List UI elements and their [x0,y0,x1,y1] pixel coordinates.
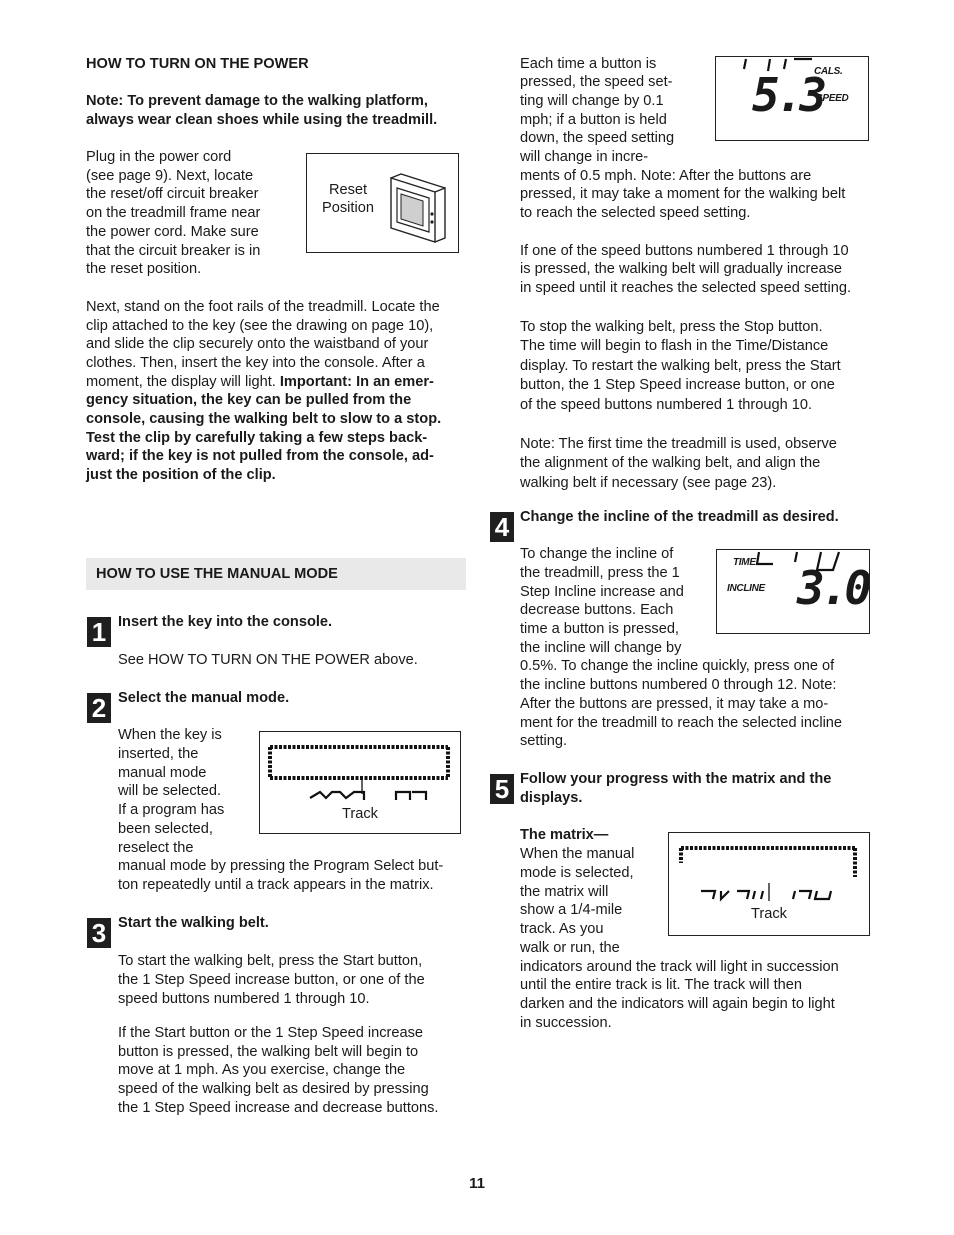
step-number-4: 4 [490,512,514,542]
step3-p1-line: speed buttons numbered 1 through 10. [118,991,370,1007]
step5-line: show a 1/4-mile [520,902,623,918]
speed-line: mph; if a button is held [520,112,667,128]
step3-p2-line: the 1 Step Speed increase and decrease buttons. [118,1100,439,1116]
note-line: always wear clean shoes while using the treadmill. [86,112,438,128]
step4-line: the incline will change by [520,640,682,656]
step-number-2: 2 [87,693,111,723]
step4-wide-line: 0.5%. To change the incline quickly, press one of [520,658,835,674]
step4-wide-line: ment for the treadmill to reach the selected incline [520,715,843,731]
plug-line: the reset/off circuit breaker [86,186,259,202]
step3-p2-line: If the Start button or the 1 Step Speed increase [118,1025,424,1041]
step4-line: decrease buttons. Each [520,602,674,618]
stop-line: The time will begin to flash in the Time/Distance [520,338,829,354]
belt-note-line: Note: The first time the treadmill is used, observe [520,436,837,452]
stand-line: and slide the clip securely onto the waistband of your [86,336,429,352]
step2-line: been selected, [118,821,213,837]
step2-wide-line: ton repeatedly until a track appears in the matrix. [118,877,434,893]
speed-line: down, the speed setting [520,130,675,146]
step5-title-line: Follow your progress with the matrix and the [520,771,832,787]
manual-heading: HOW TO USE THE MANUAL MODE [96,566,338,582]
plug-line: Plug in the power cord [86,149,232,165]
step4-title: Change the incline of the treadmill as desired. [520,509,839,525]
stop-line: To stop the walking belt, press the Stop button. [520,319,823,335]
important-line: ward; if the key is not pulled from the console, ad- [86,448,434,464]
step4-line: time a button is pressed, [520,621,679,637]
step4-wide-line: the incline buttons numbered 0 through 12. Note: [520,677,837,693]
speed-buttons-line: If one of the speed buttons numbered 1 through 10 [520,243,849,259]
plug-line: the power cord. Make sure [86,224,259,240]
position-label: Position [322,200,374,216]
step5-wide-line: in succession. [520,1015,612,1031]
reset-position-figure [306,153,459,253]
incline-label: INCLINE [727,583,765,594]
step2-line: manual mode [118,765,207,781]
speed-value: 5.3 [752,68,824,122]
page-number: 11 [469,1175,485,1192]
stand-line: Next, stand on the foot rails of the treadmill. Locate the [86,299,440,315]
step5-line: walk or run, the [520,940,620,956]
step3-p2-line: speed of the walking belt as desired by pressing [118,1081,429,1097]
step5-line: When the manual [520,846,635,862]
step2-line: If a program has [118,802,225,818]
important-line: Test the clip by carefully taking a few steps back- [86,430,428,446]
step4-line: Step Incline increase and [520,584,684,600]
speed-buttons-line: is pressed, the walking belt will gradually increase [520,261,843,277]
belt-note-line: walking belt if necessary (see page 23). [520,475,777,491]
belt-note-line: the alignment of the walking belt, and align the [520,455,821,471]
note-line: Note: To prevent damage to the walking platform, [86,93,428,109]
stop-line: of the speed buttons numbered 1 through 10. [520,397,813,413]
speed-label: SPEED [816,93,849,104]
speed-line: will change in incre- [520,149,649,165]
step-number-5: 5 [490,774,514,804]
step1-title: Insert the key into the console. [118,614,333,630]
step2-line: will be selected. [118,783,222,799]
incline-value: 3.0 [797,561,869,615]
stand-text: moment, the display will light. [86,374,280,390]
step4-wide-line: After the buttons are pressed, it may take a mo- [520,696,829,712]
step3-p2-line: button is pressed, the walking belt will begin to [118,1044,419,1060]
speed-wide-line: pressed, it may take a moment for the walking belt [520,186,846,202]
speed-display-figure [715,56,869,141]
speed-wide-line: to reach the selected speed setting. [520,205,751,221]
stand-line: clip attached to the key (see the drawing on page 10), [86,318,434,334]
stand-line: clothes. Then, insert the key into the console. After a [86,355,425,371]
step2-line: reselect the [118,840,194,856]
track-label: Track [342,806,378,822]
speed-line: ting will change by 0.1 [520,93,664,109]
matrix-track-figure [259,731,461,834]
track-label: Track [751,906,787,922]
step5-line: the matrix will [520,884,609,900]
step2-line: When the key is [118,727,222,743]
cals-label: CALS. [814,66,843,77]
step5-title-line: displays. [520,790,583,806]
stop-line: button, the 1 Step Speed increase button, or one [520,377,835,393]
reset-label: Reset [328,182,368,198]
plug-line: on the treadmill frame near [86,205,261,221]
stop-line: display. To restart the walking belt, press the Start [520,358,841,374]
step4-wide-line: setting. [520,733,568,749]
time-label: TIME [733,557,756,568]
matrix-progress-figure [668,832,870,936]
step3-p1-line: the 1 Step Speed increase button, or one of the [118,972,425,988]
step3-title: Start the walking belt. [118,915,269,931]
power-heading: HOW TO TURN ON THE POWER [86,56,309,72]
plug-line: that the circuit breaker is in [86,243,261,259]
important-line: just the position of the clip. [86,467,276,483]
important-text: Important: In an emer- [279,374,434,390]
step-number-1: 1 [87,617,111,647]
circuit-breaker-icon [387,168,451,246]
speed-line: pressed, the speed set- [520,74,673,90]
incline-display-figure [716,549,870,634]
step2-line: inserted, the [118,746,199,762]
plug-line: the reset position. [86,261,202,277]
step4-line: the treadmill, press the 1 [520,565,680,581]
matrix-heading: The matrix— [520,827,609,843]
important-line: gency situation, the key can be pulled from the [86,392,412,408]
speed-line: Each time a button is [520,56,657,72]
plug-line: (see page 9). Next, locate [86,168,254,184]
step5-line: mode is selected, [520,865,634,881]
stand-line [86,373,434,392]
important-line: console, causing the walking belt to slow to a stop. [86,411,442,427]
step3-p1-line: To start the walking belt, press the Start button, [118,953,423,969]
step5-wide-line: indicators around the track will light in succession [520,959,839,975]
step5-line: track. As you [520,921,604,937]
step1-text: See HOW TO TURN ON THE POWER above. [118,652,418,668]
step5-wide-line: darken and the indicators will again begin to light [520,996,835,1012]
step2-wide-line: manual mode by pressing the Program Select but- [118,858,444,874]
speed-buttons-line: in speed until it reaches the selected speed setting. [520,280,852,296]
step-number-3: 3 [87,918,111,948]
step4-line: To change the incline of [520,546,674,562]
step5-wide-line: until the entire track is lit. The track will then [520,977,802,993]
step3-p2-line: move at 1 mph. As you exercise, change the [118,1062,406,1078]
step2-title: Select the manual mode. [118,690,290,706]
speed-wide-line: ments of 0.5 mph. Note: After the buttons are [520,168,812,184]
